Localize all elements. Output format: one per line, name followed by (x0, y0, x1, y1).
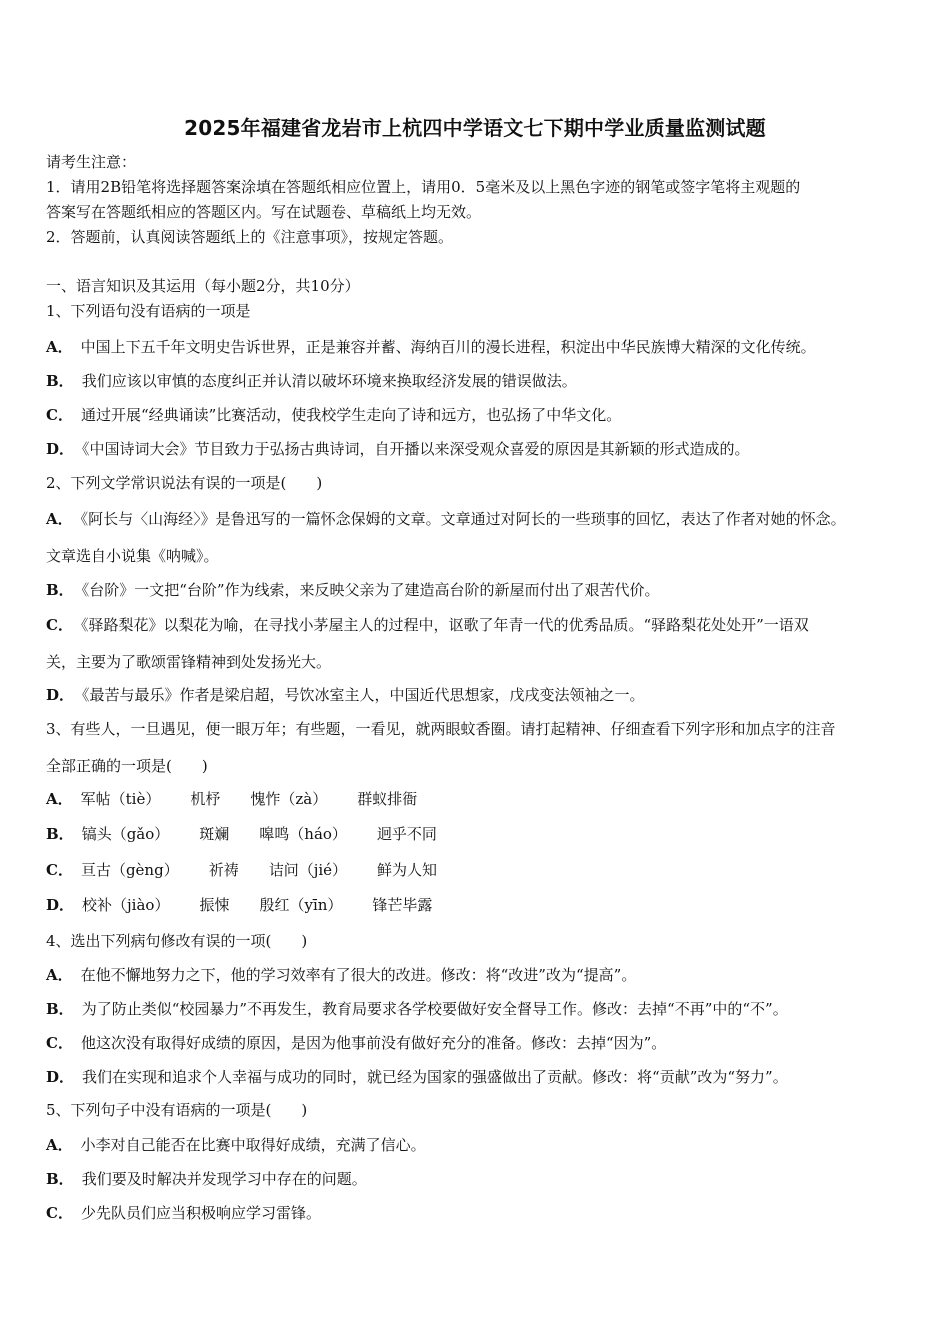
question-2-option-c-cont: 关，主要为了歌颂雷锋精神到处发扬光大。 (46, 653, 332, 671)
option-text: 在他不懈地努力之下，他的学习效率有了很大的改进。修改：将“改进”改为“提高”。 (80, 966, 637, 984)
word-2: 祈祷 (208, 861, 239, 879)
word-1: 军帖（tiè） (80, 790, 161, 808)
word-4: 群蚁排衙 (357, 790, 418, 808)
question-4-stem: 4、选出下列病句修改有误的一项( ) (46, 932, 308, 950)
section-heading: 一、语言知识及其运用（每小题2分，共10分） (46, 277, 360, 295)
option-label: A． (46, 510, 73, 528)
question-2-stem: 2、下列文学常识说法有误的一项是( ) (46, 474, 323, 492)
option-label: B． (46, 825, 74, 843)
option-text: 中国上下五千年文明史告诉世界，正是兼容并蓄、海纳百川的漫长进程，积淀出中华民族博大精深的文化传统。 (80, 338, 816, 356)
option-label: A． (46, 790, 73, 808)
question-2-option-b (46, 579, 916, 601)
option-text: 为了防止类似“校园暴力”不再发生，教育局要求各学校要做好安全督导工作。修改：去掉“不再”中的“不”。 (81, 1000, 788, 1018)
question-3-option-d (46, 894, 916, 916)
word-1: 亘古（gèng） (80, 861, 179, 879)
option-text: 《最苦与最乐》作者是梁启超，号饮冰室主人，中国近代思想家，戊戌变法领袖之一。 (82, 686, 645, 704)
word-3: 诘问（jié） (268, 861, 348, 879)
word-1: 校补（jiào） (82, 896, 170, 914)
option-text: 他这次没有取得好成绩的原因，是因为他事前没有做好充分的准备。修改：去掉“因为”。 (80, 1034, 667, 1052)
word-4: 鲜为人知 (377, 861, 438, 879)
question-1-option-a (46, 336, 916, 358)
question-3-stem-cont: 全部正确的一项是( ) (46, 757, 208, 775)
page-title: 2025年福建省龙岩市上杭四中学语文七下期中学业质量监测试题 (184, 116, 766, 140)
question-3-option-a (46, 788, 916, 810)
option-label: B． (46, 1000, 74, 1018)
option-text: 《台阶》一文把“台阶”作为线索，来反映父亲为了建造高台阶的新屋而付出了艰苦代价。 (81, 581, 660, 599)
option-label: C． (46, 861, 73, 879)
option-text: 《中国诗词大会》节目致力于弘扬古典诗词，自开播以来深受观众喜爱的原因是其新颖的形式造成的。 (82, 440, 750, 458)
notice-line-2: 2．答题前，认真阅读答题纸上的《注意事项》，按规定答题。 (46, 228, 454, 246)
question-1-option-b (46, 370, 916, 392)
question-4-option-c (46, 1032, 916, 1054)
word-3: 愧怍（zà） (250, 790, 328, 808)
question-1-stem: 1、下列语句没有语病的一项是 (46, 302, 251, 320)
word-1: 镐头（gǎo） (81, 825, 170, 843)
word-4: 锋芒毕露 (372, 896, 433, 914)
question-3-option-c (46, 859, 916, 881)
question-5-stem: 5、下列句子中没有语病的一项是( ) (46, 1101, 308, 1119)
question-5-option-b (46, 1168, 916, 1190)
question-5-option-c (46, 1202, 916, 1224)
option-text: 《驿路梨花》以梨花为喻，在寻找小茅屋主人的过程中，讴歌了年青一代的优秀品质。“驿路梨花处处开”一语双 (80, 616, 809, 634)
option-label: B． (46, 581, 74, 599)
option-label: C． (46, 406, 73, 424)
option-label: D． (46, 686, 75, 704)
question-4-option-a (46, 964, 916, 986)
question-2-option-d (46, 684, 916, 706)
option-text: 我们应该以审慎的态度纠正并认清以破坏环境来换取经济发展的错误做法。 (81, 372, 577, 390)
option-label: A． (46, 338, 73, 356)
option-text: 我们在实现和追求个人幸福与成功的同时，就已经为国家的强盛做出了贡献。修改：将“贡献”改为“努力”。 (82, 1068, 788, 1086)
question-1-option-d (46, 438, 916, 460)
word-3: 嗥鸣（háo） (259, 825, 347, 843)
question-2-option-a-cont: 文章选自小说集《呐喊》。 (46, 547, 219, 565)
option-label: C． (46, 1204, 73, 1222)
notice-heading: 请考生注意： (46, 153, 137, 171)
option-text: 通过开展“经典诵读”比赛活动，使我校学生走向了诗和远方，也弘扬了中华文化。 (80, 406, 622, 424)
option-text: 小李对自己能否在比赛中取得好成绩，充满了信心。 (80, 1136, 426, 1154)
notice-line-1b: 答案写在答题纸相应的答题区内。写在试题卷、草稿纸上均无效。 (46, 203, 482, 221)
word-2: 机杼 (190, 790, 221, 808)
question-2-option-c (46, 614, 916, 636)
option-label: B． (46, 1170, 74, 1188)
word-4: 迥乎不同 (376, 825, 437, 843)
option-text: 少先队员们应当积极响应学习雷锋。 (80, 1204, 321, 1222)
option-label: D． (46, 1068, 75, 1086)
option-label: D． (46, 896, 75, 914)
notice-line-1a: 1．请用2B铅笔将选择题答案涂填在答题纸相应位置上，请用0．5毫米及以上黑色字迹的钢笔或签字笔将主观题的 (46, 178, 801, 196)
question-4-option-d (46, 1066, 916, 1088)
option-label: A． (46, 966, 73, 984)
question-5-option-a (46, 1134, 916, 1156)
option-label: C． (46, 616, 73, 634)
option-label: C． (46, 1034, 73, 1052)
question-4-option-b (46, 998, 916, 1020)
question-3-stem: 3、有些人，一旦遇见，便一眼万年；有些题，一看见，就两眼蚊香圈。请打起精神、仔细查看下列字形和加点字的注音 (46, 720, 836, 738)
question-2-option-a (46, 508, 916, 530)
question-3-option-b (46, 823, 916, 845)
option-label: D． (46, 440, 75, 458)
word-2: 振悚 (199, 896, 230, 914)
word-2: 斑斓 (199, 825, 230, 843)
option-text: 《阿长与〈山海经〉》是鲁迅写的一篇怀念保姆的文章。文章通过对阿长的一些琐事的回忆，表达了作者对她的怀念。 (80, 510, 846, 528)
question-1-option-c (46, 404, 916, 426)
option-label: B． (46, 372, 74, 390)
option-text: 我们要及时解决并发现学习中存在的问题。 (81, 1170, 367, 1188)
option-label: A． (46, 1136, 73, 1154)
word-3: 殷红（yīn） (259, 896, 343, 914)
